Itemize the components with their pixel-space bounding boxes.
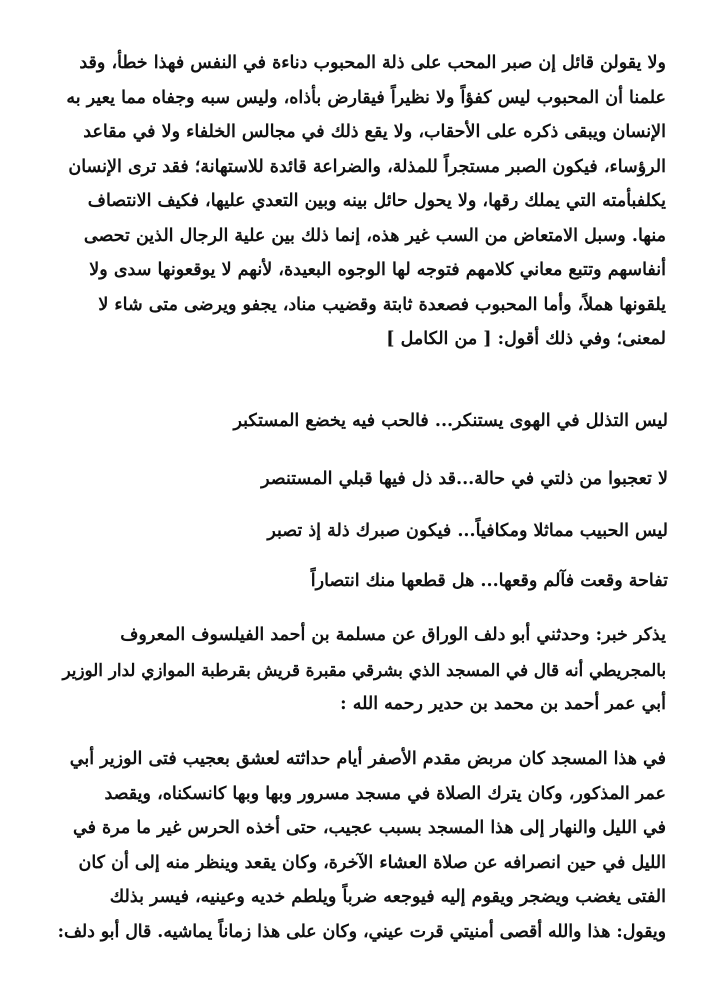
text-line: منها. وسبل الامتعاض من السب غير هذه، إنما ذلك بين علية الرجال الذين تحصى (83, 225, 666, 246)
verse-4 (58, 564, 668, 598)
text-line: لمعنى؛ وفي ذلك أقول: [ من الكامل ] (386, 329, 666, 349)
verse-2 (58, 462, 668, 496)
verse-3 (58, 514, 668, 548)
text-line: يذكر خبر: وحدثني أبو دلف الوراق عن مسلمة بن أحمد الفيلسوف المعروف (120, 625, 666, 645)
verse-line: ليس الحبيب مماثلا ومكافياً... فيكون صبرك ذلة إذ تصبر (267, 521, 668, 541)
text-line: الرؤساء، فيكون الصبر مستجراً للمذلة، والضراعة قائدة للاستهانة؛ فقد ترى الإنسان (68, 156, 666, 177)
text-line: الليل في حين انصرافه عن صلاة العشاء الآخرة، وكان يقعد وينظر منه إلى أن كان (78, 852, 666, 873)
verse-1 (58, 404, 668, 438)
paragraph-2 (58, 618, 666, 722)
verse-line: لا تعجبوا من ذلتي في حالة...قد ذل فيها قبلي المستنصر (261, 469, 668, 489)
text-line: في هذا المسجد كان مربض مقدم الأصفر أيام حداثته لعشق بعجيب فتى الوزير أبي (69, 749, 666, 769)
text-line: أبي عمر أحمد بن محمد بن حدير رحمه الله : (340, 694, 666, 714)
verse-line: تفاحة وقعت فآلم وقعها... هل قطعها منك انتصاراً (310, 571, 668, 591)
text-line: أنفاسهم وتتبع معاني كلامهم فتوجه لها الوجوه البعيدة، لأنهم لا يوقعونها سدى ولا (89, 260, 666, 280)
text-line: يكلفبأمته التي يملك رقها، ولا يحول حائل بينه وبين التعدي عليها، فكيف الانتصاف (87, 191, 666, 211)
text-line: علمنا أن المحبوب ليس كفؤاً ولا نظيراً فيقارض بأذاه، وليس سبه وجفاه مما يعير به (66, 87, 666, 108)
paragraph-3 (58, 742, 666, 949)
text-line: ويقول: هذا والله أقصى أمنيتي قرت عيني، وكان على هذا زماناً يماشيه. قال أبو دلف: (57, 921, 666, 942)
text-line: بالمجريطي أنه قال في المسجد الذي بشرقي مقبرة قريش بقرطبة الموازي لدار الوزير (62, 659, 666, 680)
text-line: يلقونها هملاً، وأما المحبوب فصعدة ثابتة وقضيب مناد، يجفو ويرضى متى شاء لا (98, 294, 666, 315)
text-line: في الليل والنهار إلى هذا المسجد بسبب عجيب، حتى أخذه الحرس غير ما مرة في (73, 818, 666, 838)
text-line: عمر المذكور، وكان يترك الصلاة في مسجد مسرور وبها وبها كانسكناه، ويقصد (104, 783, 666, 804)
paragraph-1 (58, 46, 666, 357)
text-line: ولا يقولن قائل إن صبر المحب على ذلة المحبوب دناءة في النفس فهذا خطأ، وقد (79, 53, 666, 73)
verse-line: ليس التذلل في الهوى يستنكر... فالحب فيه يخضع المستكبر (233, 411, 668, 431)
text-line: الفتى يغضب ويضجر ويقوم إليه فيوجعه ضرباً ويلطم خديه وعينيه، فيسر بذلك (109, 887, 666, 907)
text-line: الإنسان ويبقى ذكره على الأحقاب، ولا يقع ذلك في مجالس الخلفاء ولا في مقاعد (83, 122, 666, 142)
